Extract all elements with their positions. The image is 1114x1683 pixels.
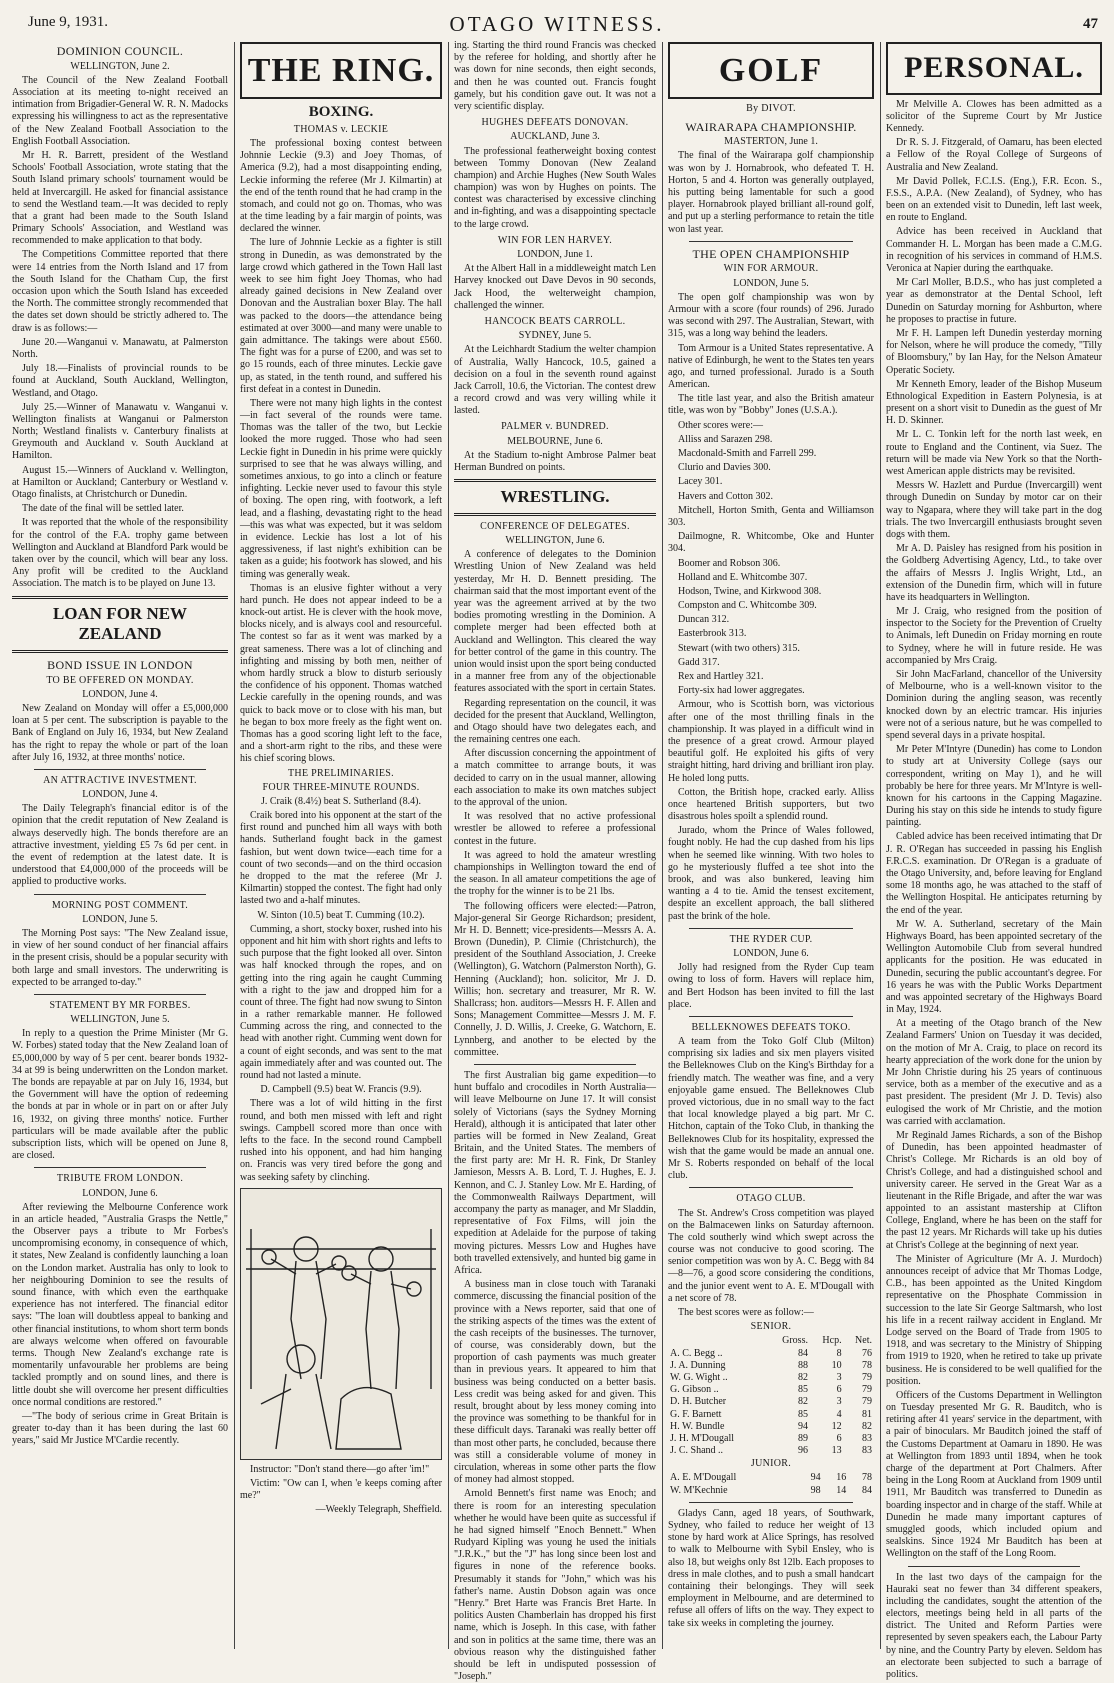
table-cell: 96 bbox=[797, 1445, 808, 1457]
bout-result: J. Craik (8.4½) beat S. Sutherland (8.4). bbox=[261, 795, 421, 807]
table-caption-junior: JUNIOR. bbox=[750, 1458, 792, 1470]
column-2 bbox=[240, 40, 442, 1651]
paragraph: At a meeting of the Otago branch of the New Zealand Farmers' Union on Tuesday it was decided, on the motion of Mr A. Craig, to place on record its hearty appreciation of the work done for the union by Mr John Christie during his 25 years of continuous service, both as a member of the executive and as a past president. The president (Mr J. D. Tevis) also eulogised the work of Mr Christie, and the motion was carried with acclamation. bbox=[886, 1018, 1102, 1127]
table-cell: G. Gibson .. bbox=[670, 1384, 719, 1396]
table-cell: 84 bbox=[862, 1484, 872, 1496]
table-cell: H. W. Bundle bbox=[670, 1420, 725, 1432]
score-line: Stewart (with two others) 315. bbox=[678, 642, 800, 654]
table-cell: 10 bbox=[831, 1359, 842, 1371]
column-4 bbox=[668, 40, 874, 1651]
headline-boxing: BOXING. bbox=[308, 104, 374, 121]
subhead: OTAGO CLUB. bbox=[736, 1193, 806, 1205]
section-title-golf: GOLF bbox=[718, 52, 824, 89]
bout-result: W. Sinton (10.5) beat T. Cumming (10.2). bbox=[257, 909, 425, 921]
table-cell: 6 bbox=[836, 1384, 842, 1396]
masthead bbox=[0, 0, 1114, 40]
table-cell: J. C. Shand .. bbox=[670, 1445, 724, 1457]
table-cell: 3 bbox=[836, 1396, 842, 1408]
subhead: WIN FOR ARMOUR. bbox=[723, 263, 819, 275]
boxing-cartoon-drawing bbox=[241, 1189, 441, 1457]
dateline: MELBOURNE, June 6. bbox=[507, 435, 603, 447]
paragraph: Mr Reginald James Richards, a son of the Bishop of Dunedin, has been appointed headmaster of Christ's College. Mr Richards is an old boy of Christ's College, and had a distinguished school and university career. He served in the Great War as a lieutenant in the Rifle Brigade, and after the war was appointed to an assistant mastership at Clifton College, England, where he has been on the staff for the past 12 years. Mr Richards will take up his duties at Christ's College at the beginning of next year. bbox=[886, 1129, 1102, 1251]
paragraph: Mr Melville A. Clowes has been admitted as a solicitor of the Supreme Court by Mr Justice Kennedy. bbox=[886, 98, 1102, 134]
section-banner bbox=[668, 42, 874, 99]
paragraph: There were not many high lights in the contest—in fact several of the rounds were tame. Thomas was the taller of the two, but Leckie looked the more rugged. Those who had seen Leckie fight in Dunedin in his prime were quickly surprised to see that he was always willing, and sometimes anxious, to go into a clinch or feature infighting. Leckie never used to favour this style of boxing. The open ring, with footwork, a left lead, and a flashing, devastating right to the head—this was what was expected, but it was seldom in evidence. Leckie has lost a lot of his aggressiveness, if last night's exhibition can be taken as a guide; his footwork has slowed, and his timing was generally weak. bbox=[240, 397, 442, 580]
paragraph: The Daily Telegraph's financial editor is of the opinion that the credit reputation of New Zealand is always deservedly high. The bonds therefore are an attractive investment, yielding £5 7s 6d per cent. in the event of redemption at the latest date. It is understood that £4,000,000 of the proceeds will be applied to productive works. bbox=[12, 803, 228, 888]
paragraph: Mr David Pollek, F.C.I.S. (Eng.), F.R. Econ. S., F.S.S., A.P.A. (New Zealand), of Sydney, who has been on an extended visit to Dunedin, left last week, en route to England. bbox=[886, 175, 1102, 224]
paragraph: Tom Armour is a United States representative. A native of Edinburgh, he went to the States ten years ago, and turned professional. Jurado is a South American. bbox=[668, 342, 874, 391]
divider bbox=[454, 479, 656, 482]
subhead: TRIBUTE FROM LONDON. bbox=[56, 1173, 184, 1185]
headline-loan: LOAN FOR NEW ZEALAND bbox=[52, 603, 188, 644]
senior-scores-table bbox=[668, 1335, 874, 1457]
paragraph: It was agreed to hold the amateur wrestling championships in Wellington toward the end of the season. In all amateur competitions the age of the trophy for the winner is to be 21 lbs. bbox=[454, 849, 656, 898]
divider bbox=[34, 994, 207, 995]
divider bbox=[689, 1016, 854, 1017]
paragraph: The Minister of Agriculture (Mr A. J. Murdoch) announces receipt of advice that Mr Thomas Lodge, C.B., has been appointed as the United Kingdom representative on the Phosphate Commission in succession to the late Sir George Saltmarsh, who lost his life in a recent railway accident in England. Mr Lodge served on the Board of Trade from 1905 to 1918, and was secretary to the Ministry of Shipping from 1919 to 1920, when he retired to take up private business. He is considered to be well qualified for the position. bbox=[886, 1253, 1102, 1387]
paragraph: The best scores were as follow:— bbox=[678, 1307, 814, 1319]
paragraph: Mr F. H. Lampen left Dunedin yesterday morning for Nelson, where he will produce the comedy, "Tilly of Bloomsbury," by Ian Hay, for the Nelson Amateur Operatic Society. bbox=[886, 327, 1102, 376]
paragraph: Sir John MacFarland, chancellor of the University of Melbourne, who is a well-known visitor to the Dominion during the angling season, was recently knocked down by an electric tramcar. His injuries were not of a serious nature, but he was compelled to spend several days in a private hospital. bbox=[886, 669, 1102, 741]
dateline: SYDNEY, June 5. bbox=[518, 330, 592, 342]
table-row bbox=[668, 1384, 874, 1396]
table-cell: 79 bbox=[862, 1384, 872, 1396]
column-3 bbox=[454, 40, 656, 1683]
section-banner bbox=[886, 42, 1102, 95]
headline-dominion-council: DOMINION COUNCIL. bbox=[56, 44, 184, 58]
score-line: Holland and E. Whitcombe 307. bbox=[678, 571, 808, 583]
column-rule bbox=[662, 42, 663, 1649]
score-line: Hodson, Twine, and Kirkwood 308. bbox=[678, 585, 822, 597]
paragraph: The Competitions Committee reported that there were 14 entries from the North Island and 17 from the South Island for the Chatham Cup, the first occasion upon which the South Island has exceeded the North. The committee strongly recommended that the dates set down should be strictly adhered to. The draw is as follows:— bbox=[12, 249, 228, 334]
table-cell: W. G. Wight .. bbox=[670, 1371, 728, 1383]
subhead: MORNING POST COMMENT. bbox=[51, 899, 189, 911]
table-row bbox=[668, 1421, 874, 1433]
score-line: Gadd 317. bbox=[678, 656, 720, 668]
paragraph: Cotton, the British hope, cracked early. Alliss once heartened British supporters, but two disastrous holes spoilt a splendid round. bbox=[668, 786, 874, 823]
score-line: Compston and C. Whitcombe 309. bbox=[678, 600, 817, 612]
table-cell: 94 bbox=[797, 1420, 808, 1432]
page-number: 47 bbox=[1083, 16, 1098, 32]
table-cell: D. H. Butcher bbox=[670, 1396, 727, 1408]
score-line: Duncan 312. bbox=[678, 614, 730, 626]
divider bbox=[689, 241, 854, 242]
score-line: Havers and Cotton 302. bbox=[678, 490, 773, 502]
table-cell: A. E. M'Dougall bbox=[670, 1472, 737, 1484]
dateline: LONDON, June 1. bbox=[517, 249, 593, 260]
divider bbox=[908, 1566, 1081, 1567]
paragraph: New Zealand on Monday will offer a £5,000,000 loan at 5 per cent. The subscription is payable to the Bank of England on July 16, 1934, but New Zealand has the right to repay the whole or part of the loan after July 16, 1932, at three months' notice. bbox=[12, 702, 228, 763]
section-title-wrestling: WRESTLING. bbox=[500, 487, 610, 507]
paragraph: Mr W. A. Sutherland, secretary of the Main Highways Board, has been appointed secretary of the Wellington Automobile Club from several hundred applicants for the position. He was educated in Dunedin, securing the public accountant's degree. For 16 years he was with the Public Works Department and was appointed secretary of the Highways Board in May, 1924. bbox=[886, 918, 1102, 1016]
paragraph: It was resolved that no active professional wrestler be allowed to referee a professional contest in the future. bbox=[454, 811, 656, 847]
paragraph: Advice has been received in Auckland that Commander H. L. Morgan has been made a C.M.G. in recognition of his services in command of H.M.S. Veronica at Napier during the earthquake. bbox=[886, 226, 1102, 275]
dateline: MASTERTON, June 1. bbox=[724, 136, 818, 148]
score-line: Mitchell, Horton Smith, Genta and Williamson 303. bbox=[668, 504, 874, 528]
section-title-the-ring: THE RING. bbox=[247, 52, 435, 89]
paragraph: Thomas is an elusive fighter without a very hard punch. He does not appear indeed to be a knock-out artist. He is clever with the hook move, blocks nicely, and is always cool and resourceful. The contest so far as it went was marked by a great sameness. There was a lot of clinching and infighting and missing by both men, neither of whom hardly struck a blow to disturb seriously the confidence of his opponent. Thomas watched Leckie carefully in the opening rounds, and was quick to back move or to close with his man, but he began to box more freely as the fight went on. Thomas has a good scoring light left to the face, and a short-arm right to the ribs, and these were his chief scoring blows. bbox=[240, 582, 442, 765]
paragraph: The open golf championship was won by Armour with a score (four rounds) of 296. Jurado was second with 297. The Australian, Stewart, with 315, was a long way behind the leaders. bbox=[668, 291, 874, 340]
dateline: LONDON, June 5. bbox=[733, 277, 809, 289]
score-line: Macdonald-Smith and Farrell 299. bbox=[678, 448, 817, 460]
paragraph: After discussion concerning the appointment of a match committee to arrange bouts, it was decided to carry on in the usual manner, allowing each association to make its own matches subject to the approval of the union. bbox=[454, 748, 656, 809]
paragraph: Cumming, a short, stocky boxer, rushed into his opponent and hit him with short rights and lefts to such purpose that the fight looked all over. Sinton was half knocked through the ropes, and on getting into the ring again he caught Cumming with a right to the jaw and dropped him for a count of three. The fight had now swung to Sinton in a rather remarkable manner. He followed Cumming across the ring, and connected to the head with another right. Cumming went down for a count of eight seconds, and was sent to the mat again immediately after and was counted out. The round had not lasted a minute. bbox=[240, 923, 442, 1082]
paragraph: At the Leichhardt Stadium the welter champion of Australia, Wally Hancock, 10.5, gained a decision on a foul in the seventh round against Jack Carroll, 10.6, the Victorian. The contest drew a record crowd and was very willing while it lasted. bbox=[454, 344, 656, 417]
subhead: FOUR THREE-MINUTE ROUNDS. bbox=[262, 781, 420, 793]
paragraph: Dr R. S. J. Fitzgerald, of Oamaru, has been elected a Fellow of the Royal College of Surgeons of Australia and New Zealand. bbox=[886, 137, 1102, 173]
table-row bbox=[668, 1409, 874, 1421]
paragraph: The final of the Wairarapa golf championship was won by J. Hornabrook, who defeated T. H. Horton, 5 and 4. Horton was generally outplayed, his putting being lamentable for such a good player. Hornabrook played brilliant all-round golf, and put up a sterling performance to retain the title won last year. bbox=[668, 150, 874, 235]
subhead: STATEMENT BY MR FORBES. bbox=[49, 999, 191, 1011]
paragraph: Jolly had resigned from the Ryder Cup team owing to loss of form. Havers will replace him, and Bert Hodson has been invited to fill the last place. bbox=[668, 962, 874, 1010]
table-row bbox=[668, 1445, 874, 1457]
column-header: Net. bbox=[855, 1335, 872, 1347]
score-line: Easterbrook 313. bbox=[678, 628, 747, 640]
junior-scores-table bbox=[668, 1472, 874, 1496]
table-cell: 13 bbox=[831, 1445, 842, 1457]
paragraph: It was reported that the whole of the responsibility for the control of the F.A. trophy game between Wellington and Auckland at Blandford Park would be taken over by the council, which will bear any loss. Any profit will be credited to the Auckland Association. The match is to be played on June 13. bbox=[12, 517, 228, 590]
table-cell: 82 bbox=[862, 1420, 872, 1432]
cartoon-caption-victim: Victim: "Ow can I, when 'e keeps coming after me?" bbox=[240, 1477, 442, 1502]
paragraph: At the Albert Hall in a middleweight match Len Harvey knocked out Dave Devos in 90 seconds, Jack Hood, the welterweight champion, challenged the winner. bbox=[454, 263, 656, 311]
paragraph: The title last year, and also the British amateur title, was won by "Bobby" Jones (U.S.A.). bbox=[668, 393, 874, 417]
paragraph: June 20.—Wanganui v. Manawatu, at Palmerston North. bbox=[12, 336, 228, 360]
table-cell: J. H. M'Dougall bbox=[670, 1432, 735, 1444]
paragraph: Mr A. D. Paisley has resigned from his position in the Goldberg Advertising Agency, Ltd., to take over the affairs of Messrs J. Inglis Wright, Ltd., an extension of the Dunedin firm, which will in future have its headquarters in Wellington. bbox=[886, 543, 1102, 603]
paper-title: OTAGO WITNESS. bbox=[449, 12, 665, 36]
table-cell: 89 bbox=[797, 1432, 808, 1444]
paragraph: The St. Andrew's Cross competition was played on the Balmacewen links on Saturday afternoon. The cold southerly wind which swept across the course was not conducive to good scoring. The senior competition was won by A. C. Begg with 84—8—76, a good score considering the conditions, and the junior event went to A. E. M'Dougall with a net score of 78. bbox=[668, 1207, 874, 1304]
subhead: THOMAS v. LECKIE bbox=[293, 123, 389, 135]
table-row bbox=[668, 1348, 874, 1360]
dateline: LONDON, June 6. bbox=[82, 1187, 158, 1199]
paragraph: A conference of delegates to the Dominion Wrestling Union of New Zealand was held yesterday, Mr H. D. Bennett presiding. The chairman said that the most important event of the year was the agreement arrived at by the two bodies promoting wrestling in the Dominion. A complete merger had been effected both at Auckland and Wellington. This cleared the way for better control of the game in this country. The union would insist upon the sport being conducted in a manner free from any of the objectionable features associated with the sport in certain States. bbox=[454, 549, 656, 695]
paragraph: Mr L. C. Tonkin left for the north last week, en route to England and the Continent, via Suez. The return will be made via New York so that the North-west American apple districts may be revisited. bbox=[886, 429, 1102, 478]
headline: THE OPEN CHAMPIONSHIP bbox=[692, 246, 850, 261]
score-line: Clurio and Davies 300. bbox=[678, 462, 771, 474]
table-cell: A. C. Begg .. bbox=[670, 1347, 723, 1359]
paragraph: Mr Carl Moller, B.D.S., who has just completed a year as demonstrator at the Dental School, left Dunedin on Saturday morning for Ashburton, where he proposes to practise in future. bbox=[886, 277, 1102, 325]
divider bbox=[689, 1187, 854, 1188]
table-cell: G. F. Barnett bbox=[670, 1408, 722, 1420]
paragraph: July 25.—Winner of Manawatu v. Wanganui v. Wellington finalists at Wanganui or Palmerston North; Westland finalists v. Canterbury finalists at Greymouth and Auckland v. South Auckland at Hamilton. bbox=[12, 401, 228, 462]
paragraph: Arnold Bennett's first name was Enoch; and there is room for an interesting speculation whether he would have been quite as successful if he had signed himself "Enoch Bennett." When Rudyard Kipling was young he used the initials "J.R.K.," but the "J" has long since been lost and figures in none of the reference books. Presumably it stands for "John," which was his father's name. Austin Dobson again was once "Henry." Bret Harte was Francis Bret Harte. In politics Austen Chamberlain has dropped his first name, which is Joseph. In this case, with father and son in politics at the same time, there was an obvious reason why the distinguished father should be left in undisputed possession of "Joseph." bbox=[454, 1488, 656, 1683]
paragraph: Other scores were:— bbox=[678, 419, 763, 431]
table-cell: 98 bbox=[810, 1484, 821, 1496]
paragraph: Officers of the Customs Department in Wellington on Tuesday presented Mr G. R. Bauditch, who is retiring after 41 years' service in the department, with a pair of binoculars. Mr Bauditch joined the staff of the Customs Department at Oamaru in 1890. He was at Wellington from 1893 until 1894, when he took charge of the department at Port Chalmers. After being in the Long Room at Auckland from 1909 until 1911, Mr Bauditch was transferred to Dunedin as boarding inspector and in charge of the staff. While at Dunedin he made many important captures of smuggled goods, which included opium and sealskins. Since 1924 Mr Bauditch has been at Wellington on the staff of the Long Room. bbox=[886, 1389, 1102, 1560]
cartoon-credit: —Weekly Telegraph, Sheffield. bbox=[315, 1504, 442, 1516]
table-caption-senior: SENIOR. bbox=[750, 1321, 792, 1333]
headline: HUGHES DEFEATS DONOVAN. bbox=[481, 117, 629, 129]
table-row bbox=[668, 1372, 874, 1384]
paragraph: The date of the final will be settled later. bbox=[22, 503, 184, 515]
dateline: LONDON, June 5. bbox=[82, 913, 158, 925]
subhead-bond-issue: BOND ISSUE IN LONDON bbox=[47, 657, 193, 672]
table-cell: 76 bbox=[862, 1347, 872, 1359]
dateline: LONDON, June 4. bbox=[82, 688, 158, 700]
section-title-personal: PERSONAL. bbox=[904, 51, 1084, 84]
table-cell: 82 bbox=[797, 1371, 808, 1383]
dateline: LONDON, June 6. bbox=[733, 947, 809, 959]
table-row bbox=[668, 1433, 874, 1445]
paragraph: Regarding representation on the council, it was decided for the present that Auckland, Wellington, and Otago should have two delegates each, and the remaining centres one each. bbox=[454, 697, 656, 746]
paragraph: The Morning Post says: "The New Zealand issue, in view of her sound conduct of her financial affairs in the present crisis, should be a popular security with both large and small investors. The underwriting is expected to be arranged to-day." bbox=[12, 927, 228, 988]
table-cell: 81 bbox=[862, 1408, 872, 1420]
issue-date: June 9, 1931. bbox=[28, 14, 108, 30]
divider bbox=[689, 928, 854, 929]
table-cell: 94 bbox=[810, 1472, 821, 1484]
table-cell: 12 bbox=[831, 1420, 842, 1432]
divider bbox=[12, 596, 228, 599]
table-cell: 78 bbox=[862, 1359, 872, 1371]
paragraph: Messrs W. Hazlett and Purdue (Invercargill) went through Dunedin on Sunday by motor car on their way to Ngapara, where they will take part in the dog trials. The two Invercargill enthusiasts brought seven dogs with them. bbox=[886, 480, 1102, 540]
divider bbox=[454, 513, 656, 516]
paragraph: There was a lot of wild hitting in the first round, and both men missed with left and right swings. Campbell scored more than once with lefts to the face. In the second round Campbell rushed into his opponent, and had him hanging on. Francis was very tired before the gong and was seeking safety by clinching. bbox=[240, 1098, 442, 1183]
paragraph: Jurado, whom the Prince of Wales followed, fought nobly. He had the cup dashed from his lips when he seemed like winning. With two holes to go he mysteriously fluffed a tee shot into the brook, and was also bunkered, leaving him wanting a 4 to tie. Amid the tensest excitement, despite an excellent approach, the ball slithered past the brink of the hole. bbox=[668, 825, 874, 922]
table-row bbox=[668, 1396, 874, 1408]
paragraph: Mr H. R. Barrett, president of the Westland Schools' Football Association, wrote stating that the South Island primary schools' tournament would be held at Invercargill. He asked for financial assistance to send the Westland team.—It was decided to reply that a grant had been made to the South Island Primary Schools' Association, and Westland was recommended to make application to that body. bbox=[12, 149, 228, 247]
headline: HANCOCK BEATS CARROLL. bbox=[484, 315, 626, 327]
divider bbox=[474, 1064, 636, 1065]
table-cell: 85 bbox=[797, 1384, 808, 1396]
score-line: Alliss and Sarazen 298. bbox=[678, 433, 773, 445]
paragraph: Mr J. Craig, who resigned from the position of inspector to the Society for the Prevention of Cruelty to Animals, left Dunedin on Friday morning en route to Sydney, where he will in future reside. He was accompanied by Mrs Craig. bbox=[886, 606, 1102, 666]
paragraph: Cabled advice has been received intimating that Dr J. R. O'Regan has succeeded in passing his English F.R.C.S. examination. Dr O'Regan is a graduate of the Otago University, and, before leaving for England some 18 months ago, he was attached to the staff of the Wellington Hospital. He anticipates returning by the end of the year. bbox=[886, 831, 1102, 916]
subhead: TO BE OFFERED ON MONDAY. bbox=[46, 674, 194, 686]
score-line: Boomer and Robson 306. bbox=[678, 557, 781, 569]
table-cell: 85 bbox=[797, 1408, 808, 1420]
paragraph: A team from the Toko Golf Club (Milton) comprising six ladies and six men players visited the Belleknowes Club on the King's Birthday for a friendly match. The weather was fine, and a very enjoyable game ensued. The Belleknowes Club proved victorious, due in no small way to the fact that local knowledge played a big part. Mr C. Hitchon, captain of the Toko Club, in thanking the Belleknowes Club for its hospitality, expressed the wish that the game would be made an annual one. Mr S. Roberts responded on behalf of the local club. bbox=[668, 1036, 874, 1182]
paragraph: Mr Kenneth Emory, leader of the Bishop Museum Ethnological Expedition in Eastern Polynesia, is at present on a short visit to Dunedin as the guest of Mr H. D. Skinner. bbox=[886, 378, 1102, 427]
table-cell: J. A. Dunning bbox=[670, 1359, 726, 1371]
column-header: Gross. bbox=[782, 1335, 808, 1347]
paragraph: Craik bored into his opponent at the start of the first round and punched him all ways with both hands. Sutherland fought back in the gamest fashion, but went down twice—each time for a count of two seconds—and on the third occasion he dropped to the mat the referee (Mr J. Kilmartin) stopped the contest. The fight had only lasted two and a-half minutes. bbox=[240, 810, 442, 907]
score-line: Forty-six had lower aggregates. bbox=[678, 685, 805, 697]
table-cell: 8 bbox=[836, 1347, 842, 1359]
subhead: THE RYDER CUP. bbox=[729, 933, 813, 945]
table-row bbox=[668, 1485, 874, 1497]
score-list bbox=[668, 434, 874, 698]
cartoon-caption-instructor: Instructor: "Don't stand there—go after 'im!" bbox=[250, 1463, 430, 1475]
dateline: LONDON, June 4. bbox=[82, 789, 158, 801]
bout-result: D. Campbell (9.5) beat W. Francis (9.9). bbox=[260, 1084, 422, 1096]
divider bbox=[34, 1167, 207, 1168]
divider bbox=[34, 894, 207, 895]
paragraph: A business man in close touch with Taranaki commerce, discussing the financial position of the province with a News reporter, said that one of the striking aspects of the times was the extent of the cash receipts of the businesses. The turnover, of course, was considerably down, but the proportion of cash payments was much greater than in previous years. It appeared to him that business was being conducted on a better basis. Less credit was being asked for and given. This result, brought about by less money coming into the province was something to be thankful for in these difficult days. Taranaki was really better off than most other parts, he concluded, because there was still a considerable volume of money in circulation, whereas in some other parts the flow of money had almost stopped. bbox=[454, 1279, 656, 1486]
table-cell: 83 bbox=[862, 1445, 872, 1457]
table-cell: 3 bbox=[836, 1371, 842, 1383]
paragraph: In the last two days of the campaign for the Hauraki seat no fewer than 34 different speakers, including the candidates, sought the attention of the electors, meetings being held in all parts of the district. The United and Reform Parties were represented by seven speakers each, the Labour Party by nine, and the Country Party by eleven. Seldom has an electorate been subjected to such a barrage of politics. bbox=[886, 1571, 1102, 1681]
table-cell: 14 bbox=[836, 1484, 847, 1496]
paragraph: Armour, who is Scottish born, was victorious after one of the most thrilling finals in the championship. It was played in a difficult wind in the presence of a great crowd. Armour played beautiful golf. He exploited his gifts of very straight hitting, hard driving and brilliant iron play. He holed long putts. bbox=[668, 699, 874, 784]
divider bbox=[12, 650, 228, 653]
table-cell: 84 bbox=[797, 1347, 808, 1359]
paragraph: The following officers were elected:—Patron, Major-general Sir George Richardson; president, Mr H. D. Bennett; vice-presidents—Messrs A. A. Brown (Dunedin), P. Climie (Christchurch), the president of the Southland Association, J. Creeke (Wellington), G. Watchorn (Palmerston North), G. Henning (Auckland); hon. solicitor, Mr J. D. Willis; hon. secretary and treasurer, Mr R. W. Shallcrass; hon. auditors—Messrs H. F. Allen and Sons; Management Committee—Messrs J. M. F. Connelly, J. D. Willis, J. Creeke, G. Watchorn, E. Lynnberg, and another to be elected by the committee. bbox=[454, 900, 656, 1058]
column-header: Hcp. bbox=[822, 1335, 842, 1347]
section-banner bbox=[240, 42, 442, 99]
paragraph: ing. Starting the third round Francis was checked by the referee for holding, and shortly after he was down for nine seconds, then eight seconds, and then he was counted out. Francis fought gamely, but his condition gave out. It was not a very scientific display. bbox=[454, 40, 656, 112]
headline: WIN FOR LEN HARVEY. bbox=[497, 234, 613, 246]
paragraph: The first Australian big game expedition—to hunt buffalo and crocodiles in North Australia—will leave Melbourne on June 17. It will consist solely of Victorians (says the Sydney Morning Herald), although it is anticipated that later other parties will be formed in New Zealand, Great Britain, and the United States. The members of the first party are: Mr H. R. Fink, Dr Stanley Jamieson, Messrs A. B. Lord, T. J. Hughes, E. J. Kennon, and C. J. Stanley Low. Mr E. Harding, of the Commonwealth Railways Department, will accompany the party as manager, and Mr Sladdin, representative of Fox Films, will join the expedition at Adelaide for the purpose of taking moving pictures. Messrs Low and Hughes have both travelled extensively, and hunted big game in Africa. bbox=[454, 1069, 656, 1276]
column-rule bbox=[448, 42, 449, 1649]
paragraph: The professional featherweight boxing contest between Tommy Donovan (New Zealand champion) and Archie Hughes (New South Wales champion) was won by Hughes on points. The contest was characterised by excessive clinching and in-fighting, and was a disappointing spectacle to the large crowd. bbox=[454, 145, 656, 230]
dateline: AUCKLAND, June 3. bbox=[510, 131, 600, 143]
table-cell: 6 bbox=[836, 1432, 842, 1444]
dateline: WELLINGTON, June 2. bbox=[70, 60, 170, 72]
column-5 bbox=[886, 40, 1102, 1681]
paragraph: The Council of the New Zealand Football Association at its meeting to-night received an intimation from Brigadier-General W. R. N. Madocks expressing his willingness to act as the representative of the New Zealand Football Association to the English Football Association. bbox=[12, 74, 228, 147]
column-1 bbox=[12, 40, 228, 1651]
subhead: CONFERENCE OF DELEGATES. bbox=[480, 520, 630, 532]
score-line: Lacey 301. bbox=[678, 476, 723, 488]
paragraph: After reviewing the Melbourne Conference work in an article headed, "Australia Grasps the Nettle," the Observer pays a tribute to Mr Forbes's uncompromising economy, in consequence of which, it states, New Zealand is confidently launching a loan on the London market. Australia has only to look to her neighbouring Dominion to see the results of sound finance, with which even the earthquake experience has not interfered. The financial editor says: "The loan will doubtless appeal to banking and other financial institutions, to whom short term bonds are always welcome when offered on favourable terms. Though New Zealand's exchange rate is momentarily unfavourable her problems are being tackled promptly and on sound lines, and there is little doubt she will overcome her present difficulties once normal conditions are restored." bbox=[12, 1201, 228, 1408]
paragraph: July 18.—Finalists of provincial rounds to be found at Auckland, South Auckland, Wellington, Westland, and Otago. bbox=[12, 363, 228, 399]
paragraph: At the Stadium to-night Ambrose Palmer beat Herman Bundred on points. bbox=[454, 449, 656, 473]
dateline: WELLINGTON, June 6. bbox=[505, 535, 605, 547]
paragraph: The lure of Johnnie Leckie as a fighter is still strong in Dunedin, as was demonstrated by the large crowd which gathered in the Town Hall last week to see him fight Joey Thomas, who had already gained decisions in New Zealand over Donovan and the Australian boxer Blay. The hall was packed to the doors—the attendance being estimated at over 3000—and many were unable to gain admittance. The takings were about £560. The fight was for a purse of £200, and was set to go 15 rounds, each of three minutes. Leckie gave up, as stated, in the tenth round, and suffered his first defeat in a contest in Dunedin. bbox=[240, 237, 442, 395]
table-header-row bbox=[668, 1335, 874, 1347]
boxing-cartoon bbox=[240, 1188, 442, 1460]
table-cell: 83 bbox=[862, 1432, 872, 1444]
column-rule bbox=[234, 42, 235, 1649]
dateline: WELLINGTON, June 5. bbox=[70, 1014, 170, 1026]
table-cell: W. M'Kechnie bbox=[670, 1484, 728, 1496]
paragraph: —"The body of serious crime in Great Britain is greater to-day than it has been during the last 60 years," said Mr Justice M'Cardie recently. bbox=[12, 1410, 228, 1447]
table-cell: 78 bbox=[862, 1472, 872, 1484]
score-line: Rex and Hartley 321. bbox=[678, 671, 764, 683]
table-cell: 79 bbox=[862, 1371, 872, 1383]
byline: By DIVOT. bbox=[746, 103, 796, 115]
paragraph: The professional boxing contest between Johnnie Leckie (9.3) and Joey Thomas, of America (9.2), had a most disappointing ending, Leckie informing the referee (Mr J. Kilmartin) at the end of the tenth round that he had cramp in the stomach, and could not go on. Thomas, who was at the time leading by a fair margin of points, was declared the winner. bbox=[240, 137, 442, 235]
paragraph: Mr Peter M'Intyre (Dunedin) has come to London to study art at University College (says our correspondent, writing on May 1), and he will probably be here for three years. Mr M'Intyre is well-known for his cartoons in the Capping Magazine. During his stay on this side he intends to study figure painting. bbox=[886, 744, 1102, 829]
table-row bbox=[668, 1360, 874, 1372]
divider bbox=[689, 1502, 854, 1503]
subhead: THE PRELIMINARIES. bbox=[288, 767, 394, 779]
paragraph: August 15.—Winners of Auckland v. Wellington, at Hamilton or Auckland; Canterbury or Westland v. Otago finalists, at Christchurch or Dunedin. bbox=[12, 464, 228, 500]
headline: PALMER v. BUNDRED. bbox=[501, 421, 609, 433]
table-cell: 79 bbox=[862, 1396, 872, 1408]
paragraph: In reply to a question the Prime Minister (Mr G. W. Forbes) stated today that the New Zealand loan of £5,000,000 by way of 5 per cent. bearer bonds 1932-34 at 99 is being underwritten on the London market. The bonds are repayable at par on July 16, 1934, but the Government will have the option of redeeming the bonds at par in whole or in part on or after July 16, 1932, on giving three months' notice. Further particulars will be made available after the public subscription lists, which will be opened on June 8, are closed. bbox=[12, 1028, 228, 1162]
paragraph: Gladys Cann, aged 18 years, of Southwark, Sydney, who failed to reduce her weight of 13 stone by hard work at Alice Springs, has resolved to walk to Melbourne with Sybil Ensley, who is also 18, but weighs only 8st 12lb. Each proposes to dress in male clothes, and to push a small handcart containing their belongings. They will seek employment in Melbourne, and are determined to refuse all offers of lifts on the way. They expect to take six weeks in completing the journey. bbox=[668, 1507, 874, 1629]
score-line: Dailmogne, R. Whitcombe, Oke and Hunter 304. bbox=[668, 531, 874, 555]
table-cell: 16 bbox=[836, 1472, 847, 1484]
table-row bbox=[668, 1472, 874, 1484]
column-rule bbox=[880, 42, 881, 1649]
table-cell: 4 bbox=[836, 1408, 842, 1420]
divider bbox=[34, 769, 207, 770]
subhead: AN ATTRACTIVE INVESTMENT. bbox=[43, 774, 197, 786]
subhead: BELLEKNOWES DEFEATS TOKO. bbox=[691, 1021, 851, 1033]
headline: WAIRARAPA CHAMPIONSHIP. bbox=[685, 119, 857, 134]
table-cell: 82 bbox=[797, 1396, 808, 1408]
table-cell: 88 bbox=[797, 1359, 808, 1371]
